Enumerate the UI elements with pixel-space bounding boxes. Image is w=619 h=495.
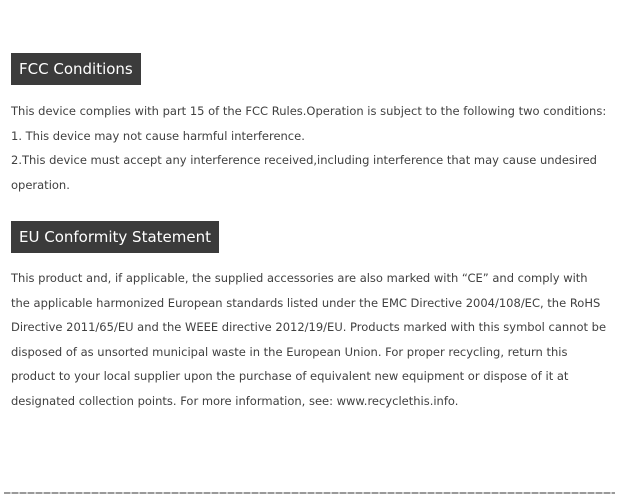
text-line: This product and, if applicable, the supplied accessories are also marked with “CE” and comply with (11, 271, 588, 285)
bottom-divider (4, 492, 615, 494)
eu-conformity-heading: EU Conformity Statement (11, 221, 219, 253)
text-line: operation. (11, 177, 70, 192)
text-line: designated collection points. For more information, see: www.recyclethis.info. (11, 393, 459, 408)
text-line: Directive 2011/65/EU and the WEEE directive 2012/19/EU. Products marked with this symbol cannot be (11, 320, 607, 334)
text-line: product to your local supplier upon the purchase of equivalent new equipment or dispose of it at (11, 369, 569, 383)
fcc-conditions-text (11, 99, 606, 197)
eu-conformity-text (11, 266, 606, 413)
text-line: 1. This device may not cause harmful interference. (11, 128, 305, 143)
text-line: the applicable harmonized European standards listed under the EMC Directive 2004/108/EC, the RoHS (11, 295, 601, 310)
fcc-conditions-heading: FCC Conditions (11, 53, 141, 85)
text-line: disposed of as unsorted municipal waste in the European Union. For proper recycling, return this (11, 344, 568, 359)
text-line: 2.This device must accept any interference received,including interference that may cause undesired (11, 153, 597, 167)
text-line: This device complies with part 15 of the FCC Rules.Operation is subject to the following two conditions: (11, 104, 607, 118)
